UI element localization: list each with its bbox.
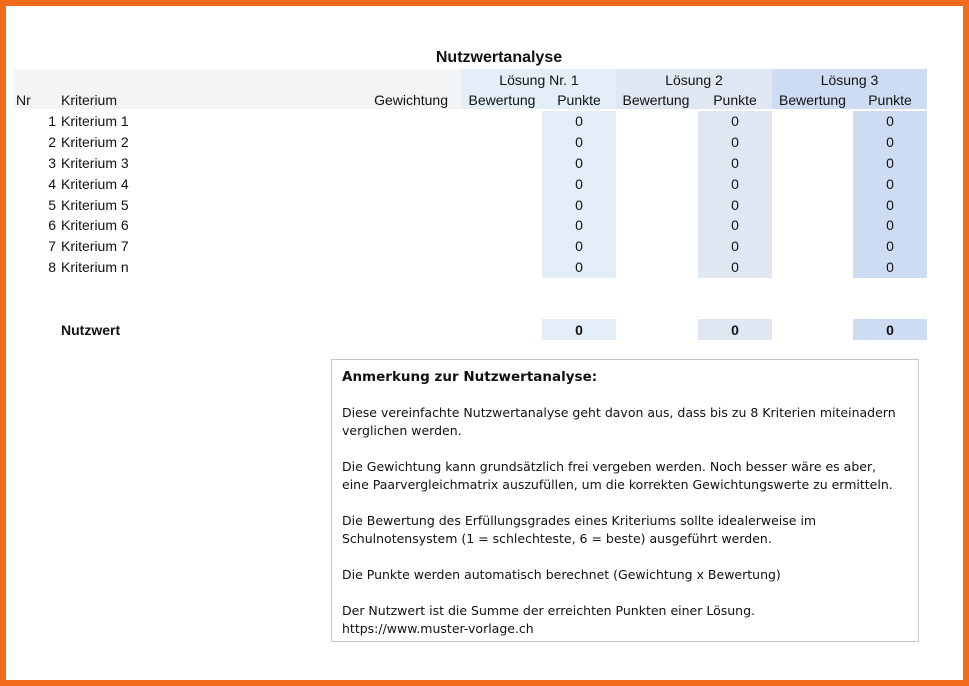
header-kriterium[interactable]: Kriterium: [61, 92, 118, 108]
row-punkte-1[interactable]: 0: [575, 197, 583, 213]
row-nr[interactable]: 8: [48, 259, 56, 275]
row-punkte-1[interactable]: 0: [575, 238, 583, 254]
header-bewertung-1[interactable]: Bewertung: [468, 92, 536, 108]
row-punkte-2[interactable]: 0: [731, 155, 739, 171]
row-punkte-2[interactable]: 0: [731, 113, 739, 129]
row-punkte-3[interactable]: 0: [886, 155, 894, 171]
header-punkte-2[interactable]: Punkte: [713, 92, 757, 108]
header-punkte-1[interactable]: Punkte: [557, 92, 601, 108]
header-bewertung-2[interactable]: Bewertung: [622, 92, 690, 108]
row-punkte-2[interactable]: 0: [731, 197, 739, 213]
row-punkte-1[interactable]: 0: [575, 217, 583, 233]
note-paragraph-4: Die Punkte werden automatisch berechnet (Gewichtung x Bewertung): [342, 567, 781, 582]
note-title: Anmerkung zur Nutzwertanalyse:: [342, 369, 598, 385]
row-kriterium[interactable]: Kriterium 5: [61, 197, 129, 213]
row-nr[interactable]: 6: [48, 217, 56, 233]
row-punkte-1[interactable]: 0: [575, 155, 583, 171]
row-nr[interactable]: 1: [48, 113, 56, 129]
total-value-3[interactable]: 0: [886, 322, 894, 338]
row-punkte-1[interactable]: 0: [575, 259, 583, 275]
total-value-1[interactable]: 0: [575, 322, 583, 338]
solution-3-name[interactable]: Lösung 3: [820, 72, 879, 88]
row-nr[interactable]: 3: [48, 155, 56, 171]
page-title: Nutzwertanalyse: [435, 49, 563, 66]
total-label[interactable]: Nutzwert: [61, 322, 121, 338]
row-punkte-2[interactable]: 0: [731, 134, 739, 150]
note-textbox[interactable]: [331, 359, 919, 642]
note-paragraph-2: Die Gewichtung kann grundsätzlich frei vergeben werden. Noch besser wäre es aber, eine Paarvergleichmatrix auszufüllen, um die korrekten Gewichtungswerte zu ermitteln.: [342, 459, 893, 492]
row-nr[interactable]: 4: [48, 176, 56, 192]
row-kriterium[interactable]: Kriterium 4: [61, 176, 129, 192]
row-punkte-3[interactable]: 0: [886, 113, 894, 129]
header-nr[interactable]: Nr: [16, 92, 31, 108]
note-paragraph-5: Der Nutzwert ist die Summe der erreichten Punkten einer Lösung.: [342, 603, 755, 618]
header-gewichtung[interactable]: Gewichtung: [374, 92, 448, 108]
solution-2-name[interactable]: Lösung 2: [665, 72, 723, 88]
row-punkte-3[interactable]: 0: [886, 238, 894, 254]
row-punkte-3[interactable]: 0: [886, 259, 894, 275]
row-kriterium[interactable]: Kriterium 3: [61, 155, 129, 171]
row-punkte-1[interactable]: 0: [575, 113, 583, 129]
row-punkte-3[interactable]: 0: [886, 217, 894, 233]
note-url[interactable]: https://www.muster-vorlage.ch: [342, 621, 534, 636]
row-kriterium[interactable]: Kriterium 1: [61, 113, 129, 129]
row-punkte-3[interactable]: 0: [886, 176, 894, 192]
row-punkte-2[interactable]: 0: [731, 217, 739, 233]
solution-1-name[interactable]: Lösung Nr. 1: [499, 72, 579, 88]
row-kriterium[interactable]: Kriterium 7: [61, 238, 129, 254]
note-paragraph-3: Die Bewertung des Erfüllungsgrades eines Kriteriums sollte idealerweise im Schulnotensystem (1 = schlechteste, 6 = beste) ausgeführt werden.: [342, 513, 817, 546]
row-punkte-1[interactable]: 0: [575, 176, 583, 192]
row-nr[interactable]: 5: [48, 197, 56, 213]
spreadsheet-sheet: [6, 6, 963, 680]
row-punkte-2[interactable]: 0: [731, 259, 739, 275]
row-punkte-3[interactable]: 0: [886, 134, 894, 150]
total-value-2[interactable]: 0: [731, 322, 739, 338]
row-punkte-1[interactable]: 0: [575, 134, 583, 150]
row-kriterium[interactable]: Kriterium 2: [61, 134, 129, 150]
row-punkte-2[interactable]: 0: [731, 238, 739, 254]
header-bewertung-3[interactable]: Bewertung: [779, 92, 846, 108]
note-paragraph-1: Diese vereinfachte Nutzwertanalyse geht davon aus, dass bis zu 8 Kriterien miteinadern verglichen werden.: [342, 405, 896, 438]
row-punkte-2[interactable]: 0: [731, 176, 739, 192]
row-nr[interactable]: 2: [48, 134, 56, 150]
row-punkte-3[interactable]: 0: [886, 197, 894, 213]
row-nr[interactable]: 7: [48, 238, 56, 254]
row-kriterium[interactable]: Kriterium 6: [61, 217, 129, 233]
row-kriterium[interactable]: Kriterium n: [61, 259, 129, 275]
header-punkte-3[interactable]: Punkte: [868, 92, 912, 108]
